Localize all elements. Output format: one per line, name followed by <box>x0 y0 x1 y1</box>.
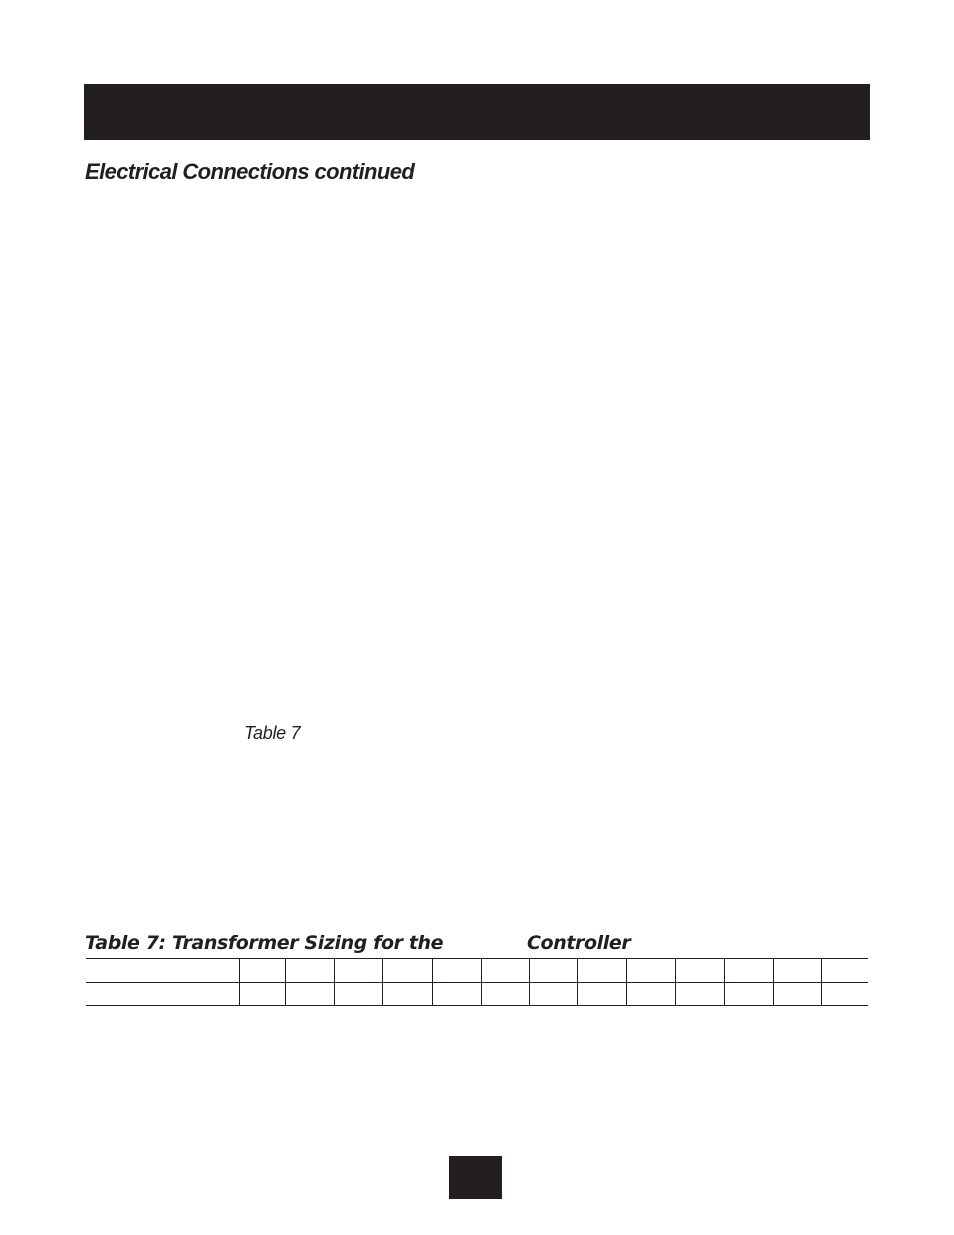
header-bar <box>84 84 870 140</box>
table-cell <box>239 959 286 983</box>
table-caption-part1: Table 7: Transformer Sizing for the <box>85 932 444 954</box>
table-row <box>86 959 868 983</box>
table-cell <box>432 959 481 983</box>
table-caption <box>85 930 869 956</box>
transformer-sizing-table <box>86 958 868 1006</box>
page-number-box <box>449 1156 502 1199</box>
table-cell <box>335 959 383 983</box>
table-cell <box>481 959 529 983</box>
table-row <box>86 982 868 1006</box>
table-cell <box>821 959 868 983</box>
table-cell <box>773 959 821 983</box>
table-cell <box>578 982 627 1006</box>
table-cell <box>529 982 578 1006</box>
table-caption-part2: Controller <box>527 932 631 954</box>
table-cell <box>821 982 868 1006</box>
table-cell <box>239 982 286 1006</box>
table-cell <box>725 959 774 983</box>
table-cell <box>725 982 774 1006</box>
table-cell <box>286 959 335 983</box>
table-cell <box>86 982 239 1006</box>
table-cell <box>86 959 239 983</box>
table-cell <box>432 982 481 1006</box>
table-cell <box>481 982 529 1006</box>
table-cell <box>335 982 383 1006</box>
table-cell <box>529 959 578 983</box>
table-cell <box>773 982 821 1006</box>
section-title: Electrical Connections continued <box>85 159 415 184</box>
table-cell <box>627 959 676 983</box>
table-cell <box>286 982 335 1006</box>
table-cell <box>676 982 725 1006</box>
table-cell <box>382 959 432 983</box>
table-cell <box>578 959 627 983</box>
table-cell <box>627 982 676 1006</box>
table-cell <box>382 982 432 1006</box>
table-reference: Table 7 <box>244 723 301 743</box>
table-cell <box>676 959 725 983</box>
